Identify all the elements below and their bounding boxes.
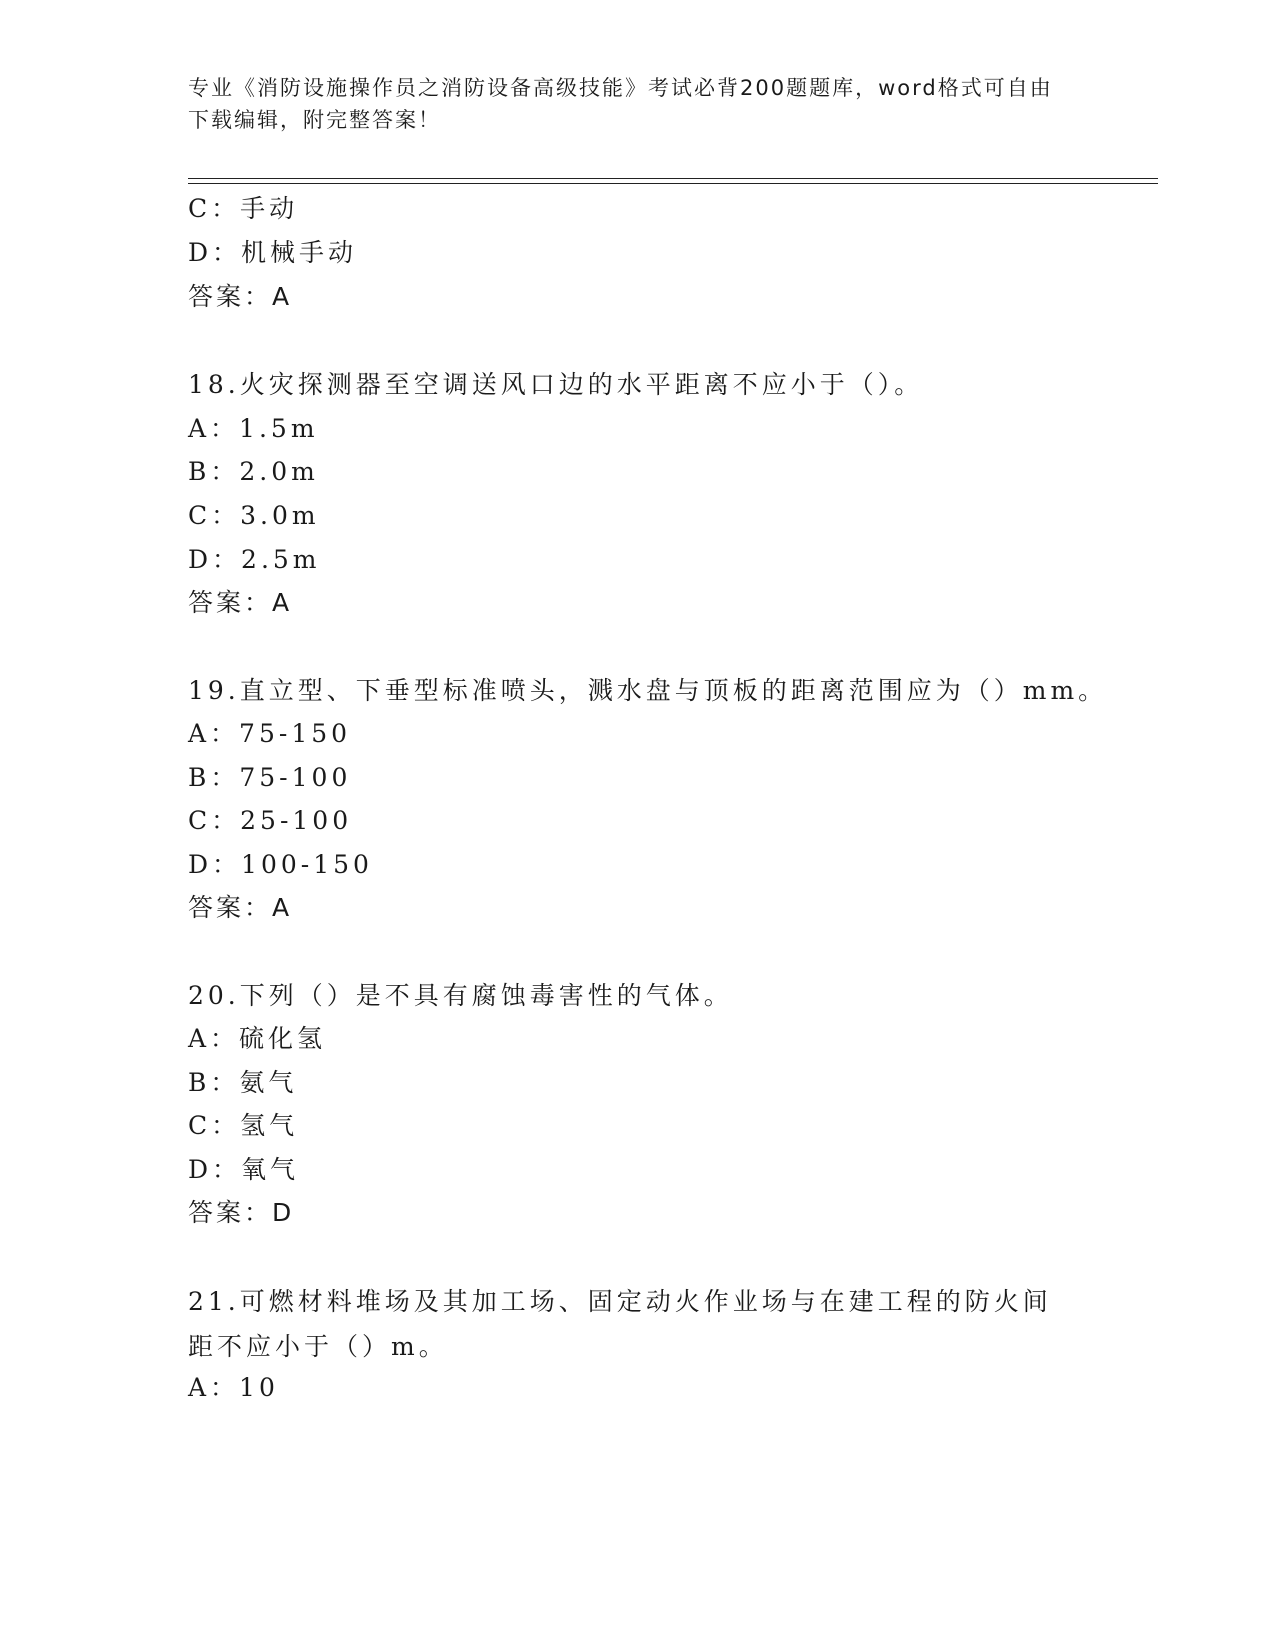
option-b: B：75-100 — [188, 763, 352, 792]
option-a: A：硫化氢 — [188, 1024, 327, 1053]
option-a: A：75-150 — [188, 719, 352, 748]
question-19: 19.直立型、下垂型标准喷头，溅水盘与顶板的距离范围应为（）mm。 — [188, 676, 1108, 705]
option-a: A：1.5m — [188, 414, 319, 443]
answer-text: 答案：A — [188, 282, 293, 311]
document-header: 专业《消防设施操作员之消防设备高级技能》考试必背200题题库，word格式可自由下载编辑，附完整答案！ — [188, 76, 1053, 132]
option-c: C：氢气 — [188, 1111, 299, 1140]
option-c: C：3.0m — [188, 501, 320, 530]
question-20: 20.下列（）是不具有腐蚀毒害性的气体。 — [188, 981, 733, 1010]
question-21: 21.可燃材料堆场及其加工场、固定动火作业场与在建工程的防火间距不应小于（）m。 — [188, 1287, 1052, 1361]
question-18: 18.火灾探测器至空调送风口边的水平距离不应小于（）。 — [188, 370, 924, 399]
answer-text: 答案：A — [188, 588, 293, 617]
option-b: B：2.0m — [188, 457, 319, 486]
header-rule-top — [188, 178, 1158, 179]
answer-text: 答案：A — [188, 893, 293, 922]
option-a: A：10 — [188, 1373, 279, 1402]
option-d: D：2.5m — [188, 545, 321, 574]
header-rule-bottom — [188, 183, 1158, 184]
option-d: D：机械手动 — [188, 238, 358, 267]
option-d: D：100-150 — [188, 850, 373, 879]
option-b: B：氨气 — [188, 1068, 298, 1097]
answer-text: 答案：D — [188, 1198, 295, 1227]
option-c: C：手动 — [188, 194, 299, 223]
option-c: C：25-100 — [188, 806, 353, 835]
option-d: D：氧气 — [188, 1155, 300, 1184]
